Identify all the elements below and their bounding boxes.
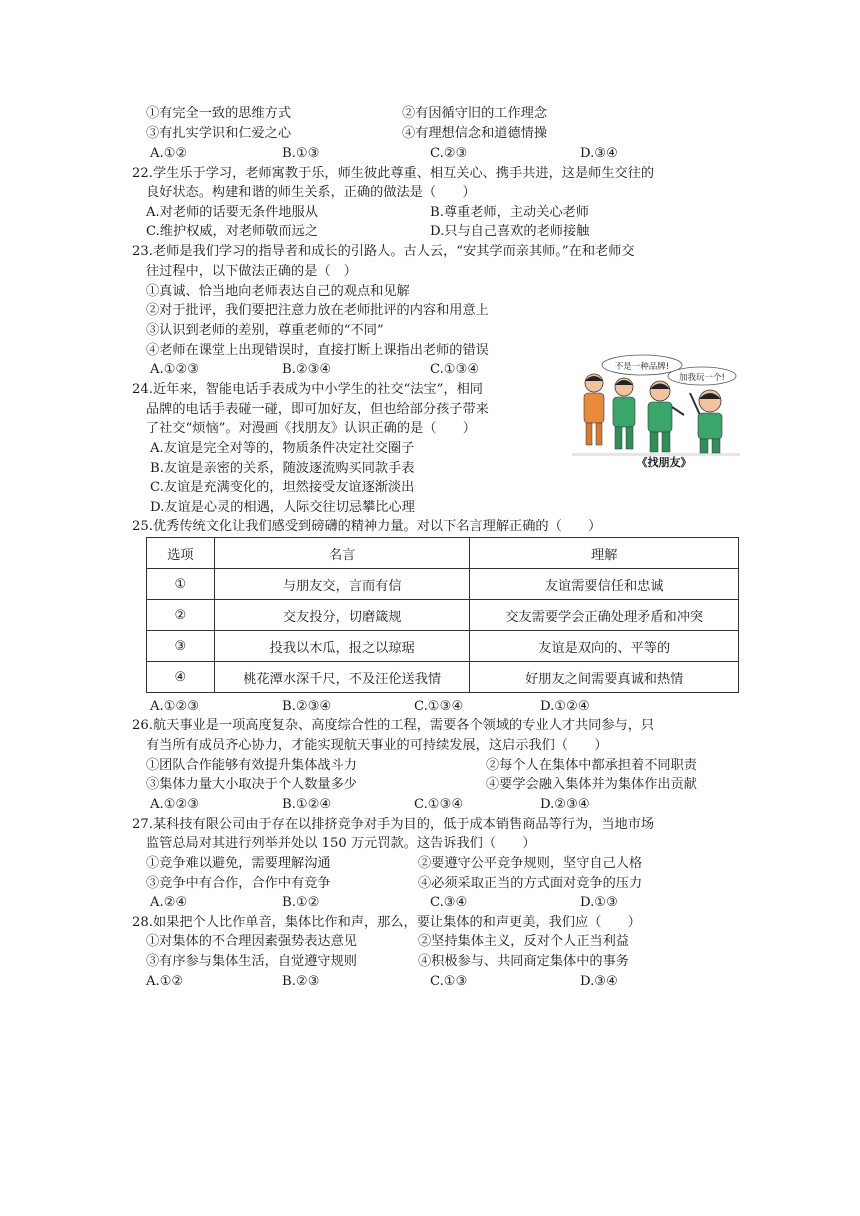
- bubble-text-2: 加我玩一个!: [679, 373, 725, 383]
- q23-item-1: ①真诚、恰当地向老师表达自己的观点和见解: [146, 284, 410, 299]
- q27-option-b: B.①②: [282, 895, 320, 910]
- q24-option-b: B.友谊是亲密的关系，随波逐流购买同款手表: [150, 461, 415, 476]
- q27-item-2: ②要遵守公平竞争规则，坚守自己人格: [418, 856, 643, 871]
- q27-item-3: ③竞争中有合作，合作中有竞争: [146, 876, 331, 891]
- q23-option-c: C.①③④: [430, 362, 480, 377]
- q25-option-b: B.②③④: [282, 699, 332, 714]
- q21-option-b: B.①③: [282, 146, 320, 161]
- q22-option-c: C.维护权威，对老师敬而远之: [146, 224, 319, 239]
- q26-option-c: C.①③④: [414, 797, 464, 812]
- q23-stem-line1: 23.老师是我们学习的指导者和成长的引路人。古人云，“安其学而亲其师。”在和老师交: [132, 244, 635, 259]
- table-cell: ③: [147, 631, 215, 662]
- q21-item-2: ②有因循守旧的工作理念: [402, 106, 548, 121]
- q21-option-d: D.③④: [580, 146, 618, 161]
- q25-option-c: C.①③④: [414, 699, 464, 714]
- table-cell: 桃花潭水深千尺，不及汪伦送我情: [214, 662, 470, 693]
- q21-item-3: ③有扎实学识和仁爱之心: [146, 126, 292, 141]
- table-row: [147, 662, 739, 693]
- table-header-row: [147, 538, 739, 569]
- q25-stem: 25.优秀传统文化让我们感受到磅礴的精神力量。对以下名言理解正确的（ ）: [132, 519, 602, 534]
- q21-item-1: ①有完全一致的思维方式: [146, 106, 292, 121]
- q25-option-a: A.①②③: [150, 699, 200, 714]
- q26-option-d: D.②③④: [540, 797, 590, 812]
- q28-option-d: D.③④: [580, 974, 618, 989]
- q26-option-b: B.①②④: [282, 797, 332, 812]
- q23-item-2: ②对于批评，我们要把注意力放在老师批评的内容和用意上: [146, 303, 489, 318]
- table-cell: ①: [147, 569, 215, 600]
- q24-option-c: C.友谊是充满变化的，坦然接受友谊逐渐淡出: [150, 480, 415, 495]
- q23-stem-line2: 往过程中，以下做法正确的是（ ）: [146, 264, 357, 279]
- q26-stem-line2: 有当所有成员齐心协力，才能实现航天事业的可持续发展，这启示我们（ ）: [146, 738, 608, 753]
- table-cell: 交友投分，切磨箴规: [214, 600, 470, 631]
- table-header: 选项: [147, 538, 215, 569]
- q21-option-a: A.①②: [150, 146, 188, 161]
- q24-stem-line2: 品牌的电话手表碰一碰，即可加好友，但也给部分孩子带来: [146, 402, 489, 417]
- q27-option-d: D.①③: [580, 895, 618, 910]
- q23-item-3: ③认识到老师的差别，尊重老师的“不同”: [146, 323, 384, 338]
- q22-stem-line2: 良好状态。构建和谐的师生关系，正确的做法是（ ）: [146, 185, 476, 200]
- table-row: [147, 600, 739, 631]
- q22-option-d: D.只与自己喜欢的老师接触: [430, 224, 590, 239]
- q23-item-4: ④老师在课堂上出现错误时，直接打断上课指出老师的错误: [146, 343, 489, 358]
- table-cell: 友谊需要信任和忠诚: [470, 569, 739, 600]
- q28-option-b: B.②③: [282, 974, 320, 989]
- q22-stem-line1: 22.学生乐于学习，老师寓教于乐，师生彼此尊重、相互关心、携手共进，这是师生交往的: [132, 166, 655, 181]
- table-cell: 与朋友交，言而有信: [214, 569, 470, 600]
- q27-stem-line1: 27.某科技有限公司由于存在以排挤竞争对手为目的，低于成本销售商品等行为，当地市场: [132, 817, 655, 832]
- q28-item-2: ②坚持集体主义，反对个人正当利益: [418, 934, 629, 949]
- table-row: [147, 569, 739, 600]
- table-cell: 交友需要学会正确处理矛盾和冲突: [470, 600, 739, 631]
- q27-option-a: A.②④: [150, 895, 188, 910]
- q23-option-a: A.①②③: [150, 362, 200, 377]
- table-cell: 好朋友之间需要真诚和热情: [470, 662, 739, 693]
- table-cell: ④: [147, 662, 215, 693]
- q24-stem-line1: 24.近年来，智能电话手表成为中小学生的社交“法宝”，相同: [132, 382, 483, 397]
- q25-option-d: D.①②④: [540, 699, 590, 714]
- q24-option-d: D.友谊是心灵的相遇，人际交往切忌攀比心理: [150, 500, 415, 515]
- q26-option-a: A.①②③: [150, 797, 200, 812]
- q28-item-3: ③有序参与集体生活，自觉遵守规则: [146, 954, 357, 969]
- cartoon-illustration: [572, 345, 740, 468]
- q24-option-a: A.友谊是完全对等的，物质条件决定社交圈子: [150, 441, 415, 456]
- bubble-text-1: 不是一种品牌!: [614, 362, 670, 372]
- q28-item-4: ④积极参与、共同商定集体中的事务: [418, 954, 629, 969]
- q26-item-4: ④要学会融入集体并为集体作出贡献: [486, 777, 697, 792]
- q26-stem-line1: 26.航天事业是一项高度复杂、高度综合性的工程，需要各个领域的专业人才共同参与，只: [132, 718, 655, 733]
- table-cell: 投我以木瓜，报之以琼琚: [214, 631, 470, 662]
- q28-option-c: C.①③: [430, 974, 468, 989]
- table-cell: ②: [147, 600, 215, 631]
- q24-stem-line3: 了社交“烦恼”。对漫画《找朋友》认识正确的是（ ）: [146, 421, 476, 436]
- q26-item-1: ①团队合作能够有效提升集体战斗力: [146, 758, 357, 773]
- q21-option-c: C.②③: [430, 146, 468, 161]
- cartoon-find-friends: [572, 345, 740, 468]
- q28-stem: 28.如果把个人比作单音，集体比作和声，那么，要让集体的和声更美，我们应（ ）: [132, 915, 641, 930]
- q27-item-4: ④必须采取正当的方式面对竞争的压力: [418, 876, 643, 891]
- q27-item-1: ①竞争难以避免，需要理解沟通: [146, 856, 331, 871]
- q26-item-3: ③集体力量大小取决于个人数量多少: [146, 777, 357, 792]
- q22-option-a: A.对老师的话要无条件地服从: [146, 205, 318, 220]
- q27-stem-line2: 监管总局对其进行列举并处以 150 万元罚款。这告诉我们（ ）: [146, 836, 536, 851]
- table-row: [147, 631, 739, 662]
- q28-item-1: ①对集体的不合理因素强势表达意见: [146, 934, 357, 949]
- table-cell: 友谊是双向的、平等的: [470, 631, 739, 662]
- q22-option-b: B.尊重老师，主动关心老师: [430, 205, 589, 220]
- q27-option-c: C.③④: [430, 895, 468, 910]
- q21-item-4: ④有理想信念和道德情操: [402, 126, 548, 141]
- q28-option-a: A.①②: [146, 974, 184, 989]
- q25-table: [146, 537, 739, 693]
- q23-option-b: B.②③④: [282, 362, 332, 377]
- q26-item-2: ②每个人在集体中都承担着不同职责: [486, 758, 697, 773]
- table-header: 理解: [470, 538, 739, 569]
- table-header: 名言: [214, 538, 470, 569]
- cartoon-caption: 《找朋友》: [636, 456, 692, 468]
